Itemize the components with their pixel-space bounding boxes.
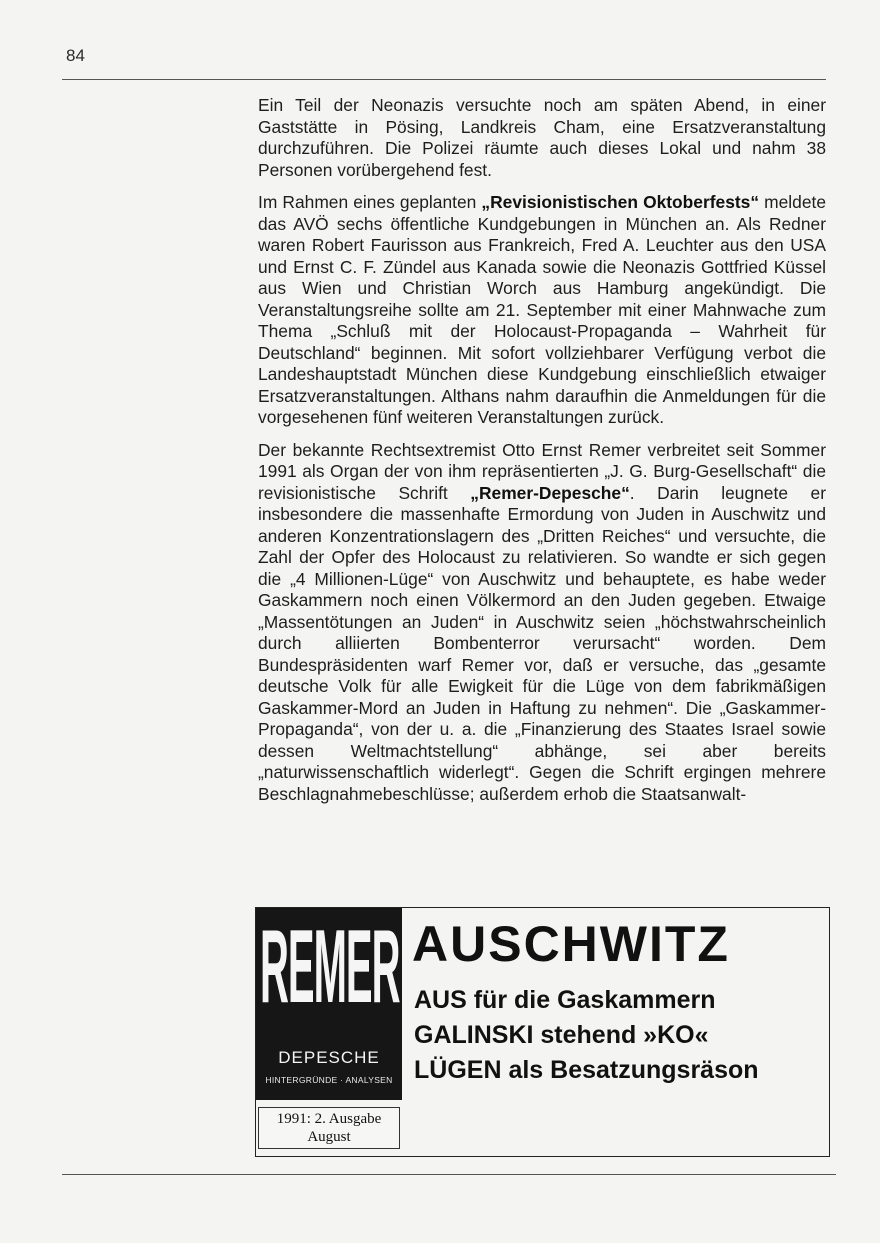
masthead	[256, 908, 402, 1100]
text-run: Der bekannte Rechtsextremist Otto Ernst Remer verbreitet seit Sommer 1991 als Organ der von ihm repräsentierten „J. G. Burg-Gesellschaft“ die revisionistische Schrift	[258, 439, 826, 503]
issue-box	[258, 1107, 400, 1149]
paragraph	[258, 95, 826, 181]
paragraph	[258, 192, 826, 429]
bottom-rule	[62, 1174, 836, 1175]
remer-depesche-figure	[255, 907, 830, 1157]
body-text	[258, 95, 826, 816]
text-run: Ein Teil der Neonazis versuchte noch am späten Abend, in einer Gaststätte in Pösing, Landkreis Cham, eine Ersatzveranstaltung durchzuführen. Die Polizei räumte auch dieses Lokal und nahm 38 Personen vorübergehend fest.	[258, 95, 826, 180]
top-rule	[62, 79, 826, 80]
figure-subhead-1: AUS für die Gaskammern	[414, 986, 716, 1014]
masthead-tagline: HINTERGRÜNDE · ANALYSEN	[265, 1075, 393, 1085]
issue-line-2: August	[307, 1129, 351, 1145]
page-number: 84	[66, 46, 85, 65]
bold-term: „Revisionistischen Oktoberfests“	[481, 192, 760, 212]
text-run: meldete das AVÖ sechs öffentliche Kundgebungen in München an. Als Redner waren Robert Faurisson aus Frankreich, Fred A. Leuchter aus den USA und Ernst C. F. Zündel aus Kanada sowie die Neonazis Gottfried Küssel aus Wien und Christian Worch aus Hamburg angekündigt. Die Veranstaltungsreihe sollte am 21. September mit einer Mahnwache zum Thema „Schluß mit der Holocaust-Propaganda – Wahrheit für Deutschland“ beginnen. Mit sofort vollziehbarer Verfügung verbot die Landeshauptstadt München diese Kundgebung einschließlich etwaiger Ersatzveranstaltungen. Althans nahm daraufhin die Anmeldungen für die vorgesehenen fünf weiteren Veranstaltungen zurück.	[258, 192, 827, 427]
figure-headline: AUSCHWITZ	[412, 916, 730, 972]
masthead-title: REMER	[260, 910, 400, 1026]
text-run: Im Rahmen eines geplanten	[258, 192, 482, 212]
issue-line-1: 1991: 2. Ausgabe	[276, 1111, 382, 1127]
masthead-subtitle: DEPESCHE	[278, 1048, 380, 1067]
paragraph	[258, 440, 826, 806]
text-run: . Darin leugnete er insbesondere die massenhafte Ermordung von Juden in Auschwitz und anderen Konzentrationslagern des „Dritten Reiches“ und versuchte, die Zahl der Opfer des Holocaust zu relativieren. So wandte er sich gegen die „4 Millionen-Lüge“ von Auschwitz und behauptete, es habe weder Gaskammern noch einen Völkermord an den Juden gegeben. Etwaige „Massentötungen an Juden“ in Auschwitz seien „höchstwahrscheinlich durch alliierten Bombenterror verursacht“ worden. Dem Bundespräsidenten warf Remer vor, daß er versuche, das „gesamte deutsche Volk für alle Ewigkeit für die Lüge von dem fabrikmäßigen Gaskammer-Mord an Juden in Haftung zu nehmen“. Die „Gaskammer-Propaganda“, von der u. a. die „Finanzierung des Staates Israel sowie dessen Weltmachtstellung“ abhänge, sei aber bereits „naturwissenschaftlich widerlegt“. Gegen die Schrift ergingen mehrere Beschlagnahmebeschlüsse; außerdem erhob die Staatsanwalt-	[258, 482, 826, 804]
figure-subhead-3: LÜGEN als Besatzungsräson	[414, 1056, 759, 1084]
bold-term: „Remer-Depesche“	[470, 482, 630, 503]
figure-subhead-2: GALINSKI stehend »KO«	[414, 1021, 709, 1049]
